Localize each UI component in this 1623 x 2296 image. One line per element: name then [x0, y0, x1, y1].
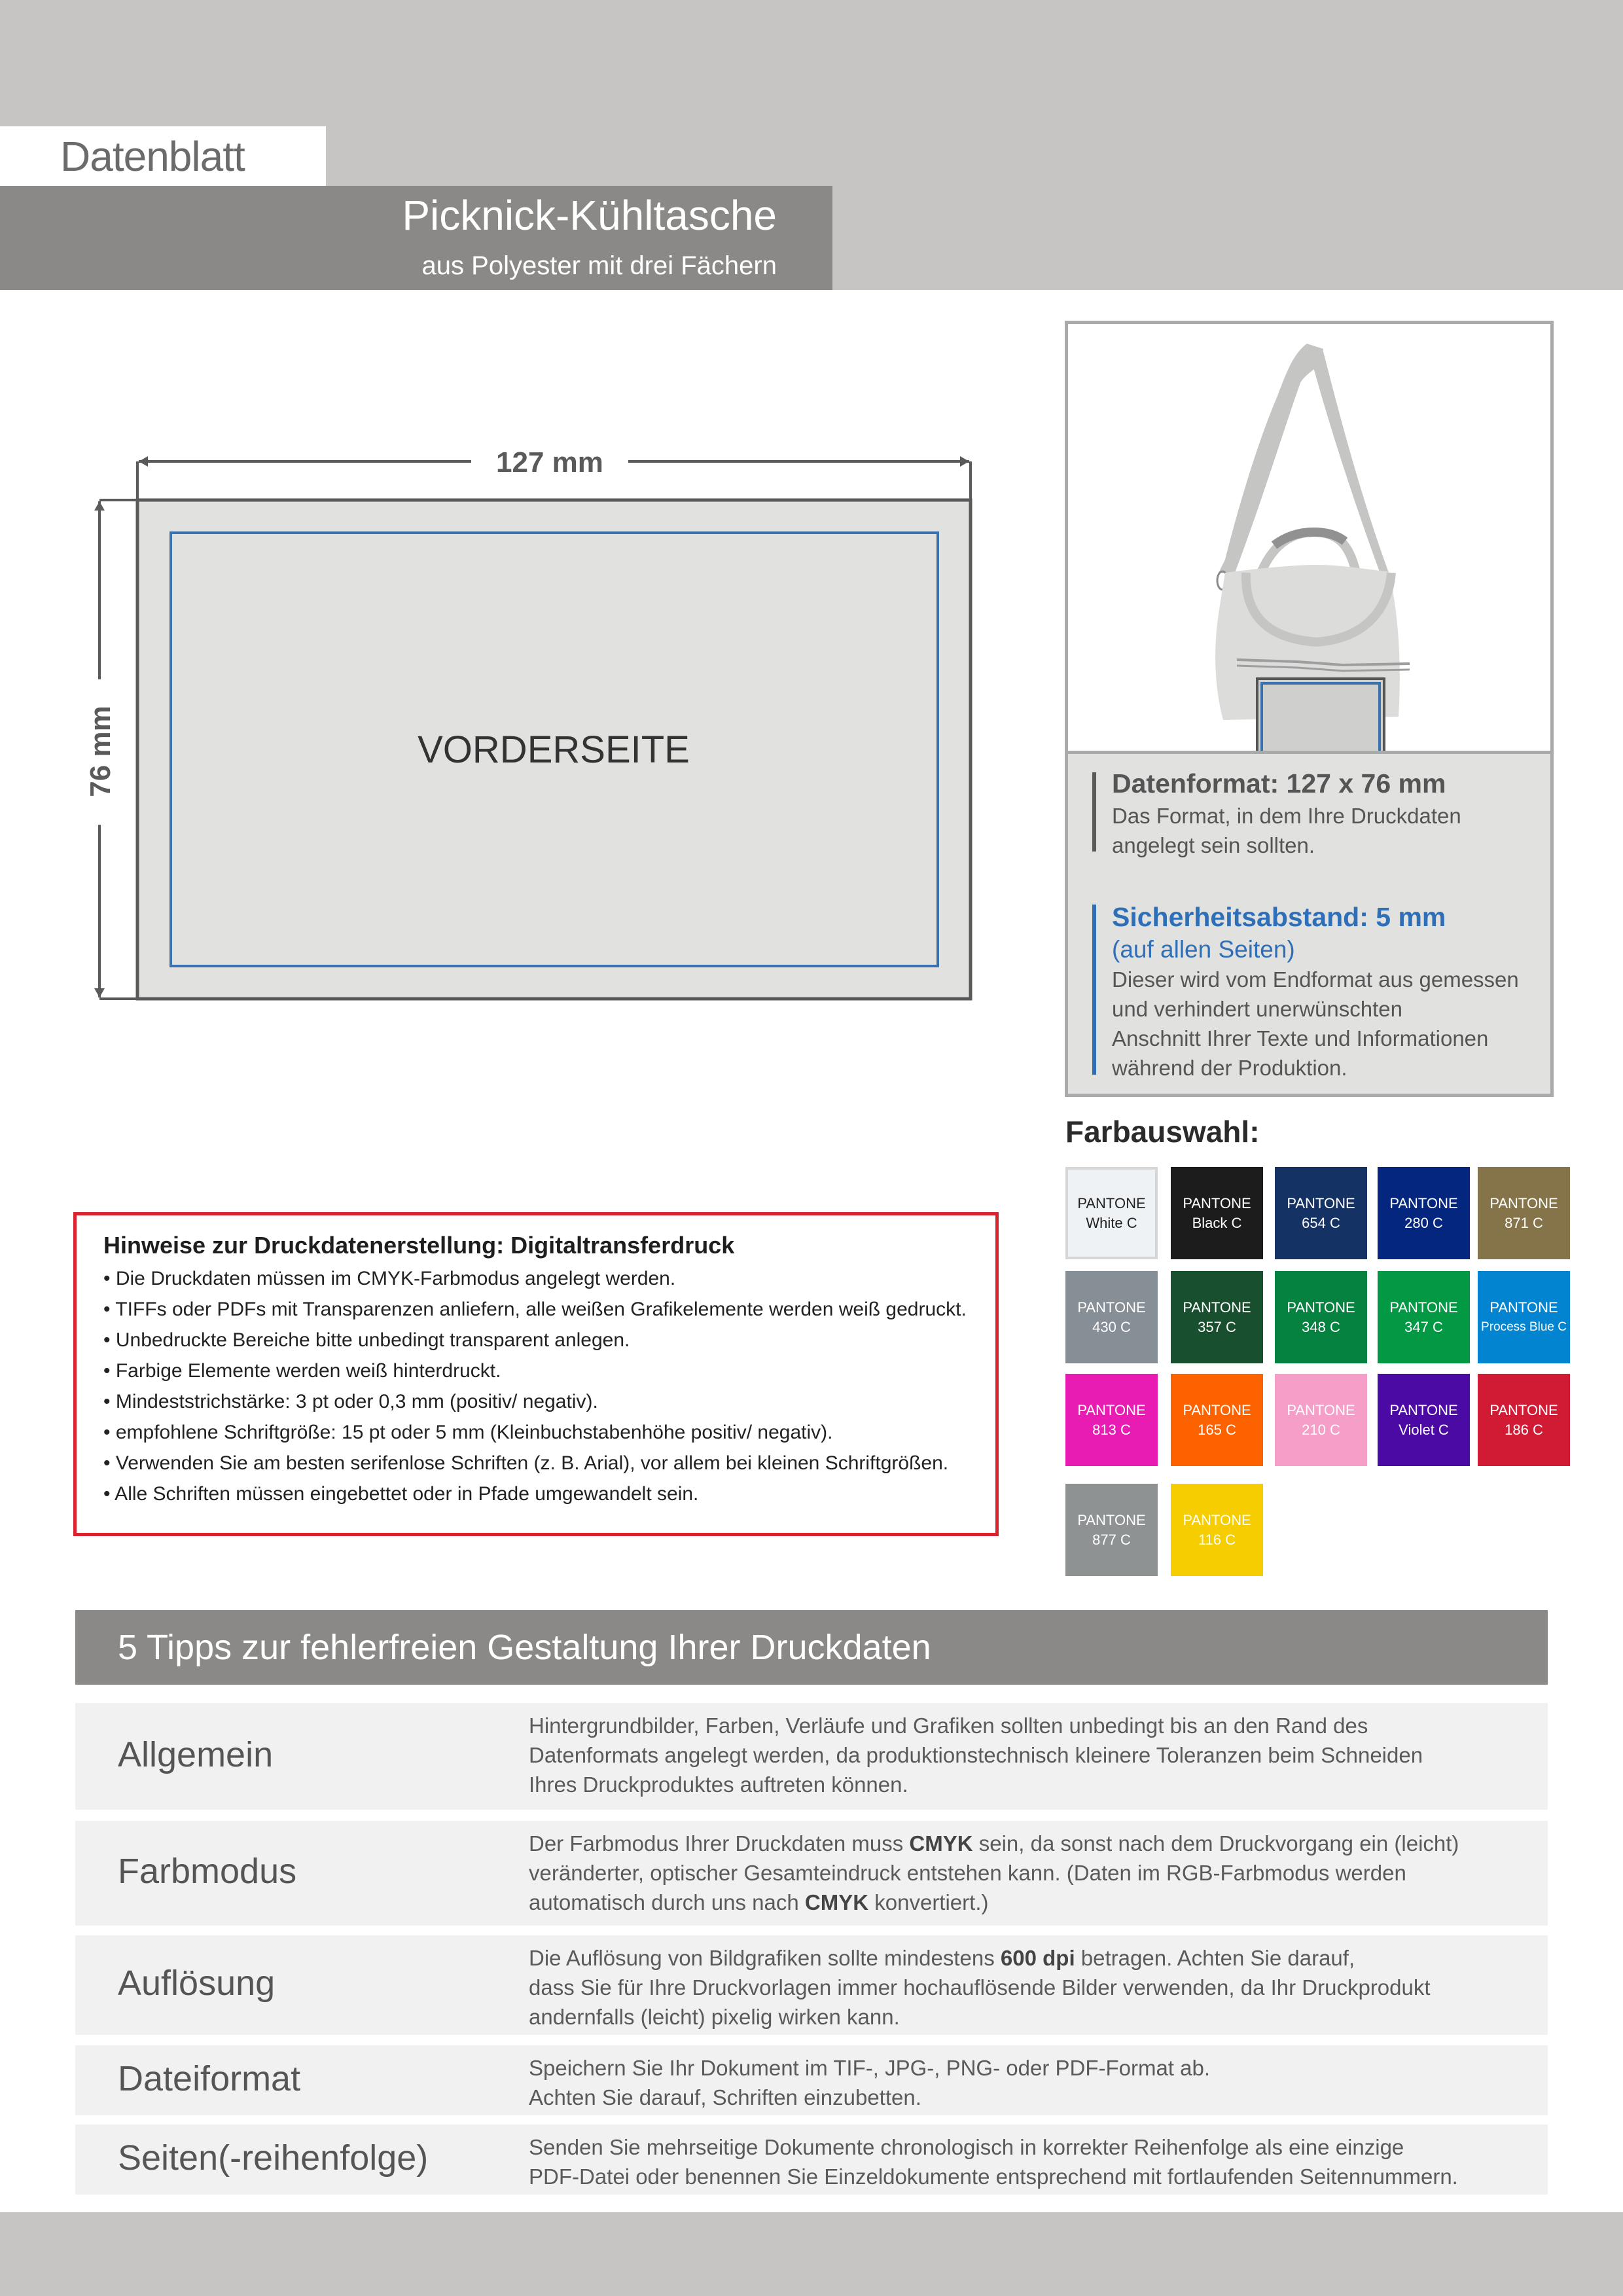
- swatch-brand: PANTONE: [1077, 1511, 1146, 1528]
- height-label: 76 mm: [84, 706, 116, 797]
- print-notes-heading: Hinweise zur Druckdatenerstellung: Digitaltransferdruck: [103, 1232, 735, 1259]
- print-notes-box: [73, 1212, 999, 1536]
- note-item: • TIFFs oder PDFs mit Transparenzen anliefern, alle weißen Grafikelemente werden weiß gedruckt.: [103, 1299, 967, 1320]
- tip-text: [529, 1829, 1459, 1917]
- color-swatch[interactable]: [1065, 1484, 1158, 1576]
- tip-line: [529, 2162, 1458, 2191]
- tip-line: [529, 1829, 1459, 1858]
- doc-type-label: Datenblatt: [60, 133, 245, 180]
- swatch-brand: PANTONE: [1077, 1194, 1146, 1211]
- color-swatch[interactable]: [1275, 1374, 1367, 1466]
- tip-segment: Speichern Sie Ihr Dokument im TIF-, JPG-, PNG- oder PDF-Format ab.: [529, 2056, 1211, 2080]
- note-item: • Mindeststrichstärke: 3 pt oder 0,3 mm (positiv/ negativ).: [103, 1391, 598, 1412]
- safety-line: während der Produktion.: [1112, 1056, 1347, 1080]
- format-line: Das Format, in dem Ihre Druckdaten: [1112, 804, 1461, 828]
- swatch-code: 347 C: [1404, 1318, 1443, 1335]
- tip-segment: sein, da sonst nach dem Druckvorgang ein (leicht): [972, 1831, 1459, 1856]
- tip-text: [529, 2053, 1210, 2112]
- tip-segment: Achten Sie darauf, Schriften einzubetten.: [529, 2085, 921, 2109]
- tip-line: [529, 1943, 1431, 1973]
- arrow-right-icon: [960, 456, 969, 467]
- safety-line: und verhindert unerwünschten: [1112, 997, 1402, 1021]
- color-swatch[interactable]: [1478, 1271, 1570, 1363]
- tip-label: Allgemein: [118, 1734, 274, 1774]
- note-item: • Unbedruckte Bereiche bitte unbedingt transparent anlegen.: [103, 1329, 630, 1351]
- swatch-code: 280 C: [1404, 1214, 1443, 1231]
- tip-line: [529, 1770, 1423, 1799]
- swatch-code: 116 C: [1198, 1531, 1236, 1548]
- cooler-bag-illustration: [1068, 324, 1550, 751]
- tip-line: [529, 2083, 1210, 2112]
- swatch-code: Black C: [1192, 1214, 1242, 1231]
- tip-text: [529, 1943, 1431, 2032]
- tip-label: Seiten(-reihenfolge): [118, 2138, 429, 2178]
- tip-row: [75, 1821, 1548, 1926]
- safety-line: Anschnitt Ihrer Texte und Informationen: [1112, 1026, 1489, 1050]
- swatch-code: 813 C: [1092, 1421, 1131, 1438]
- color-swatch[interactable]: [1171, 1271, 1263, 1363]
- color-swatch[interactable]: [1378, 1167, 1470, 1259]
- swatch-brand: PANTONE: [1489, 1401, 1558, 1418]
- note-item: • Farbige Elemente werden weiß hinterdruckt.: [103, 1360, 501, 1382]
- tip-line: [529, 2002, 1431, 2032]
- product-panel: [1065, 321, 1554, 1097]
- swatch-code: 165 C: [1198, 1421, 1236, 1438]
- product-image: [1068, 324, 1550, 754]
- tip-segment: veränderter, optischer Gesamteindruck entstehen kann. (Daten im RGB-Farbmodus werden: [529, 1861, 1406, 1885]
- tip-line: [529, 1888, 1459, 1917]
- swatch-brand: PANTONE: [1183, 1511, 1251, 1528]
- handle-grip: [1274, 532, 1345, 545]
- safety-subheading: (auf allen Seiten): [1112, 936, 1295, 963]
- tips-header: [75, 1610, 1548, 1685]
- swatch-brand: PANTONE: [1077, 1401, 1146, 1418]
- footer-band: [0, 2212, 1623, 2296]
- swatch-brand: PANTONE: [1389, 1299, 1458, 1316]
- swatch-code: Process Blue C: [1481, 1319, 1567, 1334]
- arrow-up-icon: [94, 501, 105, 511]
- tip-label: Auflösung: [118, 1964, 276, 2003]
- tip-text: [529, 2132, 1458, 2191]
- arrow-left-icon: [139, 456, 148, 467]
- color-swatch[interactable]: [1378, 1374, 1470, 1466]
- color-swatch[interactable]: [1171, 1167, 1263, 1259]
- color-selection-heading: Farbauswahl:: [1065, 1115, 1260, 1149]
- tip-row: [75, 2045, 1548, 2115]
- format-info: [1068, 754, 1550, 1094]
- safety-line: Dieser wird vom Endformat aus gemessen: [1112, 967, 1519, 992]
- tip-segment: Datenformats angelegt werden, da produktionstechnisch kleinere Toleranzen beim Schneiden: [529, 1743, 1423, 1767]
- color-swatch[interactable]: [1275, 1271, 1367, 1363]
- swatch-brand: PANTONE: [1077, 1299, 1146, 1316]
- color-swatch[interactable]: [1275, 1167, 1367, 1259]
- arrow-down-icon: [94, 988, 105, 997]
- color-swatch[interactable]: [1171, 1484, 1263, 1576]
- tip-emphasis: 600 dpi: [1000, 1946, 1075, 1970]
- format-accent-bar: [1092, 772, 1096, 852]
- swatch-code: 210 C: [1302, 1421, 1340, 1438]
- swatch-code: Violet C: [1399, 1421, 1449, 1438]
- tip-line: [529, 2132, 1458, 2162]
- tip-segment: Ihres Druckproduktes auftreten können.: [529, 1772, 908, 1797]
- tip-line: [529, 1973, 1431, 2002]
- color-swatch[interactable]: [1378, 1271, 1470, 1363]
- tip-segment: andernfalls (leicht) pixelig wirken kann.: [529, 2005, 900, 2029]
- note-item: • Alle Schriften müssen eingebettet oder in Pfade umgewandelt sein.: [103, 1483, 699, 1505]
- safety-heading: Sicherheitsabstand: 5 mm: [1112, 902, 1446, 932]
- swatch-code: 348 C: [1302, 1318, 1340, 1335]
- tip-segment: Der Farbmodus Ihrer Druckdaten muss: [529, 1831, 910, 1856]
- swatch-code: 357 C: [1198, 1318, 1236, 1335]
- tip-line: [529, 1740, 1423, 1770]
- print-area-safety: [1262, 683, 1380, 751]
- format-heading: Datenformat: 127 x 76 mm: [1112, 768, 1446, 798]
- tip-label: Dateiformat: [118, 2058, 301, 2098]
- side-label: VORDERSEITE: [418, 728, 690, 771]
- product-subtitle: aus Polyester mit drei Fächern: [421, 251, 777, 280]
- safety-accent-bar: [1092, 905, 1096, 1075]
- swatch-code: 877 C: [1092, 1531, 1131, 1548]
- swatch-brand: PANTONE: [1389, 1401, 1458, 1418]
- swatch-code: 871 C: [1505, 1214, 1543, 1231]
- color-swatch[interactable]: [1065, 1271, 1158, 1363]
- tip-text: [529, 1711, 1423, 1799]
- tip-row: [75, 1935, 1548, 2035]
- tip-segment: Senden Sie mehrseitige Dokumente chronologisch in korrekter Reihenfolge als eine einzige: [529, 2135, 1404, 2159]
- tip-line: [529, 1711, 1423, 1740]
- swatch-code: 654 C: [1302, 1214, 1340, 1231]
- note-item: • Die Druckdaten müssen im CMYK-Farbmodus angelegt werden.: [103, 1268, 676, 1289]
- format-diagram: [79, 432, 995, 1021]
- color-swatch[interactable]: [1171, 1374, 1263, 1466]
- tip-segment: Hintergrundbilder, Farben, Verläufe und Grafiken sollten unbedingt bis an den Rand des: [529, 1713, 1368, 1738]
- tip-segment: konvertiert.): [868, 1890, 989, 1914]
- shoulder-strap-right: [1310, 349, 1389, 575]
- tip-line: [529, 1858, 1459, 1888]
- swatch-brand: PANTONE: [1183, 1401, 1251, 1418]
- swatch-brand: PANTONE: [1183, 1194, 1251, 1211]
- tips-title: 5 Tipps zur fehlerfreien Gestaltung Ihrer Druckdaten: [118, 1628, 931, 1667]
- tip-row: [75, 1703, 1548, 1810]
- swatch-brand: PANTONE: [1287, 1299, 1355, 1316]
- tip-segment: dass Sie für Ihre Druckvorlagen immer hochauflösende Bilder verwenden, da Ihr Druckprodukt: [529, 1975, 1431, 2000]
- swatch-brand: PANTONE: [1489, 1299, 1558, 1316]
- color-swatch[interactable]: [1065, 1374, 1158, 1466]
- tip-segment: betragen. Achten Sie darauf,: [1075, 1946, 1355, 1970]
- swatch-brand: PANTONE: [1287, 1401, 1355, 1418]
- swatch-brand: PANTONE: [1183, 1299, 1251, 1316]
- tip-segment: automatisch durch uns nach: [529, 1890, 805, 1914]
- width-label: 127 mm: [496, 446, 603, 478]
- tip-line: [529, 2053, 1210, 2083]
- swatch-brand: PANTONE: [1489, 1194, 1558, 1211]
- swatch-brand: PANTONE: [1389, 1194, 1458, 1211]
- note-item: • Verwenden Sie am besten serifenlose Schriften (z. B. Arial), vor allem bei kleinen Schriftgrößen.: [103, 1452, 949, 1474]
- tip-segment: PDF-Datei oder benennen Sie Einzeldokumente entsprechend mit fortlaufenden Seitennummern.: [529, 2164, 1458, 2189]
- tip-emphasis: CMYK: [804, 1890, 869, 1914]
- tip-segment: Die Auflösung von Bildgrafiken sollte mindestens: [529, 1946, 1001, 1970]
- swatch-code: White C: [1086, 1214, 1137, 1231]
- color-swatch[interactable]: [1065, 1167, 1158, 1259]
- note-item: • empfohlene Schriftgröße: 15 pt oder 5 mm (Kleinbuchstabenhöhe positiv/ negativ).: [103, 1422, 833, 1443]
- product-title: Picknick-Kühltasche: [402, 192, 777, 239]
- color-swatch[interactable]: [1478, 1374, 1570, 1466]
- tip-emphasis: CMYK: [909, 1831, 973, 1856]
- swatch-code: 430 C: [1092, 1318, 1131, 1335]
- tip-row: [75, 2125, 1548, 2195]
- swatch-code: 186 C: [1505, 1421, 1543, 1438]
- tip-label: Farbmodus: [118, 1852, 297, 1891]
- shoulder-strap: [1219, 344, 1323, 573]
- format-line: angelegt sein sollten.: [1112, 833, 1315, 857]
- color-swatch[interactable]: [1478, 1167, 1570, 1259]
- swatch-brand: PANTONE: [1287, 1194, 1355, 1211]
